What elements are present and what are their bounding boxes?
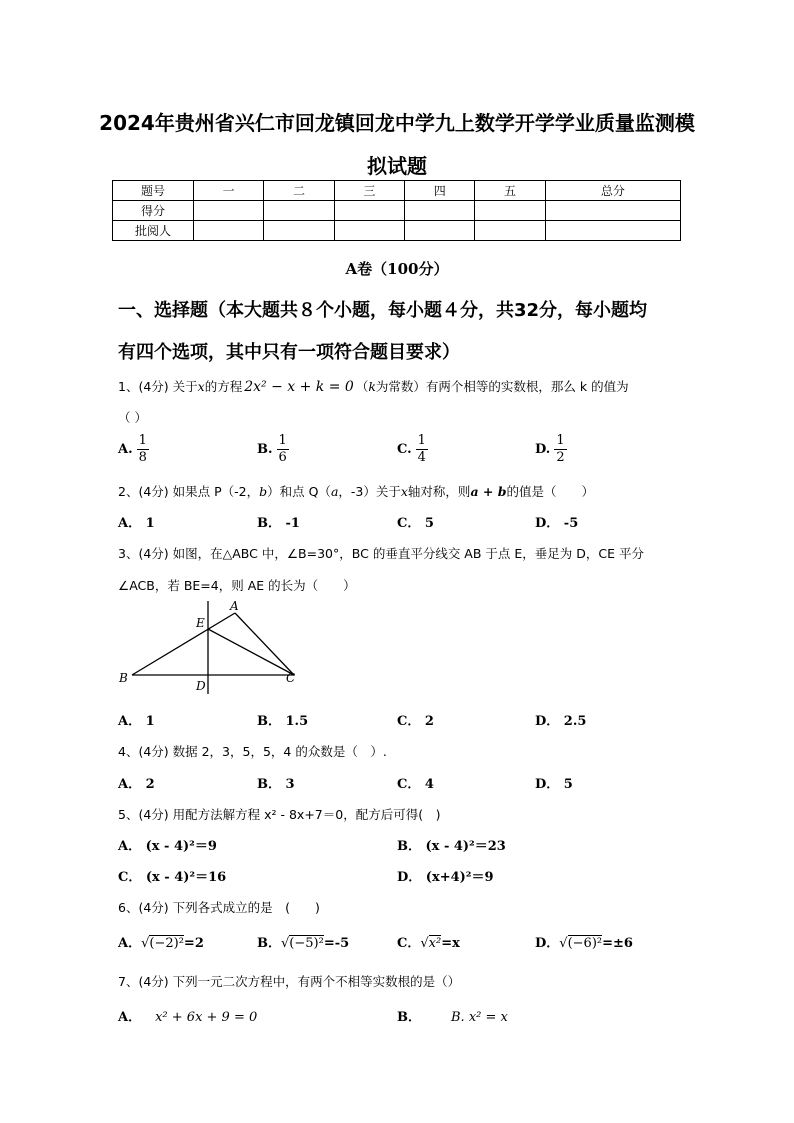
q3-option-b[interactable]: B． 1.5 bbox=[257, 714, 309, 729]
q1-var-k: k bbox=[368, 379, 376, 394]
page-title-line2: 拟试题 bbox=[367, 154, 427, 178]
q6-option-a[interactable] bbox=[118, 932, 204, 951]
q6-option-d[interactable] bbox=[535, 932, 633, 951]
q2-var-b: b bbox=[259, 484, 268, 499]
header-cell: 题号 bbox=[113, 181, 194, 201]
triangle-figure bbox=[116, 598, 298, 696]
q5-option-a[interactable]: A． (x - 4)²＝9 bbox=[118, 839, 217, 854]
option-label: C． bbox=[397, 936, 421, 951]
score-cell[interactable] bbox=[264, 201, 334, 221]
label-a: A bbox=[230, 599, 239, 613]
radicand: (−6)² bbox=[567, 936, 603, 951]
radicand: (−5)² bbox=[289, 936, 324, 951]
q4-option-a[interactable]: A． 2 bbox=[118, 777, 155, 792]
q7-option-b-equation: B. x² = x bbox=[451, 1010, 508, 1025]
q2-text-c: ，-3）关于 bbox=[338, 484, 401, 499]
q6-option-c[interactable] bbox=[397, 932, 460, 951]
q5-option-b[interactable]: B． (x - 4)²＝23 bbox=[397, 839, 506, 854]
sqrt-sign: √ bbox=[281, 936, 290, 951]
score-table-header-row bbox=[113, 181, 681, 201]
question-6: 6、(4分) 下列各式成立的是 ( ) bbox=[118, 900, 320, 915]
option-label: B. bbox=[257, 442, 273, 457]
q2-text-e: 的值是（ ） bbox=[506, 484, 594, 499]
section-heading-line2: 有四个选项，其中只有一项符合题目要求） bbox=[118, 342, 460, 363]
q2-var-a: a bbox=[330, 484, 339, 499]
q1-text-b: 的方程 bbox=[204, 379, 243, 394]
reviewer-cell[interactable] bbox=[334, 221, 404, 241]
q4-option-b[interactable]: B． 3 bbox=[257, 777, 295, 792]
reviewer-cell[interactable] bbox=[264, 221, 334, 241]
q2-text-d: 轴对称，则 bbox=[407, 484, 471, 499]
q2-var-x: x bbox=[400, 484, 408, 499]
q2-text-b: ）和点 Q（ bbox=[267, 484, 331, 499]
q7-option-a-equation: x² + 6x + 9 = 0 bbox=[155, 1010, 258, 1025]
option-label: C. bbox=[397, 442, 412, 457]
q1-text-c: （ bbox=[355, 379, 369, 394]
score-table bbox=[112, 180, 681, 241]
score-cell[interactable] bbox=[194, 201, 264, 221]
option-label: B． bbox=[397, 1010, 421, 1025]
q1-option-b[interactable] bbox=[257, 433, 289, 466]
header-cell: 总分 bbox=[545, 181, 680, 201]
q1-option-d[interactable] bbox=[535, 433, 567, 466]
score-row bbox=[113, 201, 681, 221]
question-5: 5、(4分) 用配方法解方程 x² - 8x+7＝0，配方后可得( ) bbox=[118, 807, 441, 822]
denominator: 6 bbox=[278, 450, 287, 465]
row-label: 批阅人 bbox=[113, 221, 194, 241]
numerator: 1 bbox=[417, 433, 426, 448]
denominator: 8 bbox=[138, 450, 147, 465]
question-4: 4、(4分) 数据 2，3，5，5，4 的众数是（ ）. bbox=[118, 744, 387, 759]
score-cell[interactable] bbox=[334, 201, 404, 221]
q4-option-c[interactable]: C． 4 bbox=[397, 777, 434, 792]
q2-option-b[interactable]: B． -1 bbox=[257, 516, 300, 531]
q5-option-d[interactable]: D． (x+4)²＝9 bbox=[397, 870, 494, 885]
option-rest: =x bbox=[441, 936, 460, 951]
question-3-line2: ∠ACB，若 BE=4，则 AE 的长为（ ） bbox=[118, 578, 356, 593]
option-label: B． bbox=[257, 936, 281, 951]
segment-ec bbox=[208, 629, 294, 675]
option-rest: =-5 bbox=[323, 936, 350, 951]
q1-option-a[interactable] bbox=[118, 433, 149, 466]
q2-expr: a + b bbox=[470, 484, 507, 499]
reviewer-cell[interactable] bbox=[475, 221, 545, 241]
header-cell: 二 bbox=[264, 181, 334, 201]
question-1 bbox=[118, 377, 629, 395]
option-rest: =±6 bbox=[602, 936, 633, 951]
header-cell: 四 bbox=[405, 181, 475, 201]
label-c: C bbox=[286, 671, 296, 685]
numerator: 1 bbox=[556, 433, 565, 448]
q2-option-a[interactable]: A． 1 bbox=[118, 516, 155, 531]
sqrt-sign: √ bbox=[559, 936, 568, 951]
option-label: D. bbox=[535, 442, 551, 457]
question-7: 7、(4分) 下列一元二次方程中，有两个不相等实数根的是（） bbox=[118, 974, 461, 989]
score-cell[interactable] bbox=[545, 201, 680, 221]
q7-option-b[interactable] bbox=[397, 1006, 508, 1025]
row-label: 得分 bbox=[113, 201, 194, 221]
reviewer-cell[interactable] bbox=[405, 221, 475, 241]
segment-ba bbox=[132, 613, 235, 675]
section-heading-line1: 一、选择题（本大题共８个小题，每小题４分，共32分，每小题均 bbox=[118, 300, 648, 321]
q1-line2: （ ） bbox=[118, 410, 147, 425]
segment-ac bbox=[235, 613, 294, 675]
paper-label: A卷（100分） bbox=[345, 260, 449, 278]
q7-option-a[interactable] bbox=[118, 1006, 257, 1025]
fraction bbox=[137, 433, 149, 466]
q1-equation: 2x² − x + k = 0 bbox=[244, 379, 354, 395]
fraction bbox=[554, 433, 566, 466]
q6-option-b[interactable] bbox=[257, 932, 349, 951]
sqrt-sign: √ bbox=[420, 936, 429, 951]
reviewer-cell[interactable] bbox=[194, 221, 264, 241]
q1-text-a: 1、(4分) 关于 bbox=[118, 379, 198, 394]
fraction bbox=[416, 433, 428, 466]
fraction bbox=[277, 433, 289, 466]
denominator: 4 bbox=[417, 450, 426, 465]
label-b: B bbox=[119, 671, 128, 685]
option-label: A. bbox=[118, 442, 133, 457]
option-label: D． bbox=[535, 936, 560, 951]
q3-option-d[interactable]: D． 2.5 bbox=[535, 714, 587, 729]
label-d: D bbox=[196, 679, 206, 693]
q2-text-a: 2、(4分) 如果点 P（-2， bbox=[118, 484, 260, 499]
q3-option-a[interactable]: A． 1 bbox=[118, 714, 155, 729]
score-cell[interactable] bbox=[475, 201, 545, 221]
q5-option-c[interactable]: C． (x - 4)²＝16 bbox=[118, 870, 227, 885]
sqrt-sign: √ bbox=[141, 936, 150, 951]
question-3-line1: 3、(4分) 如图，在△ABC 中，∠B=30°，BC 的垂直平分线交 AB 于点 E，垂足为 D，CE 平分 bbox=[118, 546, 644, 561]
option-label: A． bbox=[118, 1010, 142, 1025]
q1-text-d: 为常数）有两个相等的实数根，那么 k 的值为 bbox=[375, 379, 629, 394]
option-label: A． bbox=[118, 936, 142, 951]
header-cell: 五 bbox=[475, 181, 545, 201]
option-rest: =2 bbox=[183, 936, 204, 951]
header-cell: 三 bbox=[334, 181, 404, 201]
denominator: 2 bbox=[556, 450, 565, 465]
q2-option-c[interactable]: C． 5 bbox=[397, 516, 434, 531]
label-e: E bbox=[196, 616, 205, 630]
reviewer-row bbox=[113, 221, 681, 241]
q4-option-d[interactable]: D． 5 bbox=[535, 777, 573, 792]
radicand: x² bbox=[428, 936, 442, 951]
q1-var-x: x bbox=[197, 379, 205, 394]
radicand: (−2)² bbox=[149, 936, 184, 951]
q1-option-c[interactable] bbox=[397, 433, 428, 466]
score-cell[interactable] bbox=[405, 201, 475, 221]
q2-option-d[interactable]: D． -5 bbox=[535, 516, 579, 531]
header-cell: 一 bbox=[194, 181, 264, 201]
question-2 bbox=[118, 482, 594, 500]
q3-option-c[interactable]: C． 2 bbox=[397, 714, 434, 729]
reviewer-cell[interactable] bbox=[545, 221, 680, 241]
numerator: 1 bbox=[278, 433, 287, 448]
page-title-line1: 2024年贵州省兴仁市回龙镇回龙中学九上数学开学学业质量监测模 bbox=[99, 111, 695, 135]
numerator: 1 bbox=[138, 433, 147, 448]
